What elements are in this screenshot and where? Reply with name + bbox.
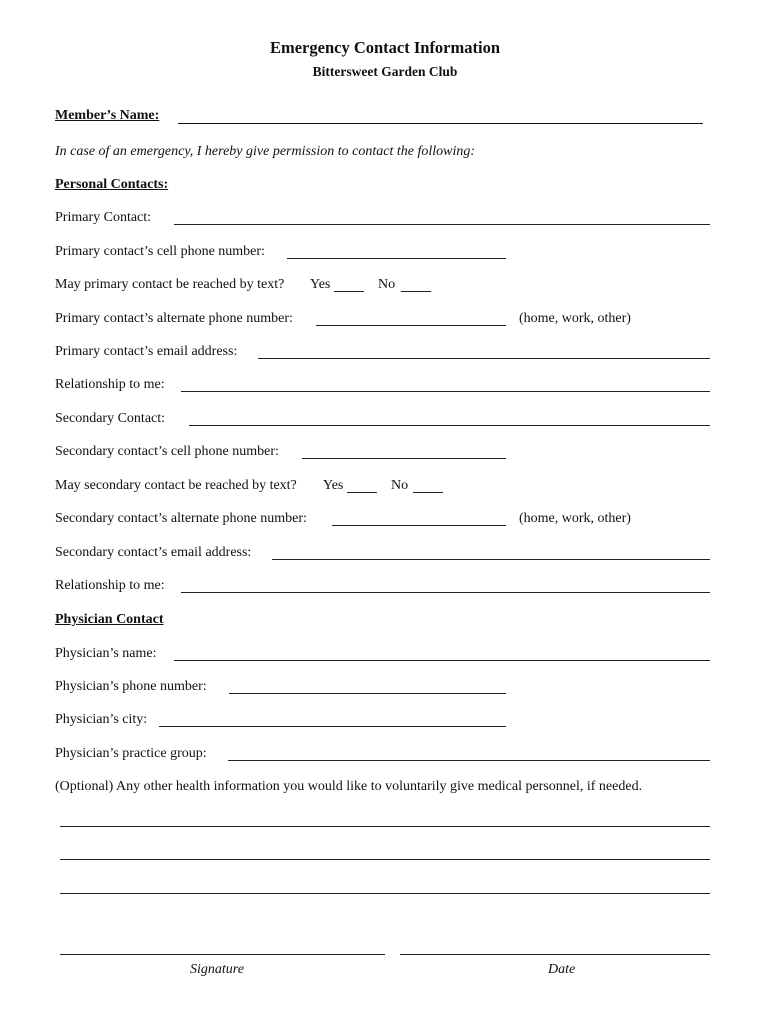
- secondary-text-no-field[interactable]: [413, 478, 443, 492]
- secondary-email-field[interactable]: [272, 545, 710, 559]
- page-title: Emergency Contact Information: [269, 38, 501, 57]
- primary-email-label: Primary contact’s email address:: [55, 344, 238, 359]
- primary-contact-line: [174, 224, 710, 225]
- primary-cell-field[interactable]: [287, 244, 506, 258]
- health-info-field-1[interactable]: [60, 812, 710, 826]
- signature-label: Signature: [190, 962, 244, 977]
- health-info-line-2: [60, 859, 710, 860]
- secondary-contact-line: [189, 425, 710, 426]
- secondary-alt-phone-label: Secondary contact’s alternate phone number:: [55, 511, 307, 526]
- secondary-alt-phone-field[interactable]: [332, 511, 506, 525]
- date-field[interactable]: [400, 938, 710, 952]
- primary-alt-phone-line: [316, 325, 506, 326]
- health-info-line-3: [60, 893, 710, 894]
- secondary-alt-phone-note: (home, work, other): [519, 511, 631, 526]
- health-info-field-2[interactable]: [60, 845, 710, 859]
- optional-health-text: (Optional) Any other health information you would like to voluntarily give medical personnel, if needed.: [55, 779, 643, 794]
- date-line: [400, 954, 710, 955]
- health-info-field-3[interactable]: [60, 879, 710, 893]
- page-subtitle: Bittersweet Garden Club: [312, 64, 458, 79]
- primary-email-line: [258, 358, 710, 359]
- physician-phone-field[interactable]: [229, 679, 506, 693]
- physician-name-field[interactable]: [174, 646, 710, 660]
- secondary-email-line: [272, 559, 710, 560]
- physician-group-field[interactable]: [228, 746, 710, 760]
- primary-cell-line: [287, 258, 506, 259]
- secondary-cell-label: Secondary contact’s cell phone number:: [55, 444, 279, 459]
- physician-city-label: Physician’s city:: [55, 712, 148, 727]
- primary-text-yes-label: Yes: [310, 277, 331, 292]
- secondary-text-yes-field[interactable]: [347, 478, 377, 492]
- secondary-contact-field[interactable]: [189, 411, 710, 425]
- primary-email-field[interactable]: [258, 344, 710, 358]
- primary-text-yes-field[interactable]: [334, 277, 364, 291]
- secondary-text-yes-label: Yes: [323, 478, 344, 493]
- primary-contact-label: Primary Contact:: [55, 210, 152, 225]
- secondary-text-yes-line: [347, 492, 377, 493]
- primary-text-question: May primary contact be reached by text?: [55, 277, 285, 292]
- member-name-label: Member’s Name:: [55, 108, 160, 123]
- primary-contact-field[interactable]: [174, 210, 710, 224]
- primary-text-yes-line: [334, 291, 364, 292]
- secondary-text-no-label: No: [391, 478, 409, 493]
- intro-text: In case of an emergency, I hereby give permission to contact the following:: [55, 144, 476, 159]
- physician-city-line: [159, 726, 506, 727]
- physician-name-line: [174, 660, 710, 661]
- secondary-relationship-line: [181, 592, 710, 593]
- physician-city-field[interactable]: [159, 712, 506, 726]
- member-name-line: [178, 123, 703, 124]
- secondary-alt-phone-line: [332, 525, 506, 526]
- primary-relationship-label: Relationship to me:: [55, 377, 165, 392]
- primary-alt-phone-field[interactable]: [316, 311, 506, 325]
- physician-group-label: Physician’s practice group:: [55, 746, 207, 761]
- physician-contact-heading: Physician Contact: [55, 612, 164, 627]
- secondary-email-label: Secondary contact’s email address:: [55, 545, 252, 560]
- personal-contacts-heading: Personal Contacts:: [55, 177, 169, 192]
- primary-relationship-field[interactable]: [181, 377, 710, 391]
- physician-phone-line: [229, 693, 506, 694]
- primary-cell-label: Primary contact’s cell phone number:: [55, 244, 265, 259]
- signature-field[interactable]: [60, 938, 385, 952]
- primary-alt-phone-label: Primary contact’s alternate phone number:: [55, 311, 293, 326]
- physician-phone-label: Physician’s phone number:: [55, 679, 207, 694]
- physician-name-label: Physician’s name:: [55, 646, 157, 661]
- date-label: Date: [548, 962, 576, 977]
- secondary-cell-field[interactable]: [302, 444, 506, 458]
- secondary-relationship-field[interactable]: [181, 578, 710, 592]
- signature-line: [60, 954, 385, 955]
- secondary-text-no-line: [413, 492, 443, 493]
- primary-text-no-line: [401, 291, 431, 292]
- primary-relationship-line: [181, 391, 710, 392]
- member-name-field[interactable]: [178, 108, 703, 122]
- secondary-text-question: May secondary contact be reached by text?: [55, 478, 297, 493]
- physician-group-line: [228, 760, 710, 761]
- primary-alt-phone-note: (home, work, other): [519, 311, 631, 326]
- secondary-contact-label: Secondary Contact:: [55, 411, 166, 426]
- secondary-relationship-label: Relationship to me:: [55, 578, 165, 593]
- primary-text-no-field[interactable]: [401, 277, 431, 291]
- primary-text-no-label: No: [378, 277, 396, 292]
- secondary-cell-line: [302, 458, 506, 459]
- health-info-line-1: [60, 826, 710, 827]
